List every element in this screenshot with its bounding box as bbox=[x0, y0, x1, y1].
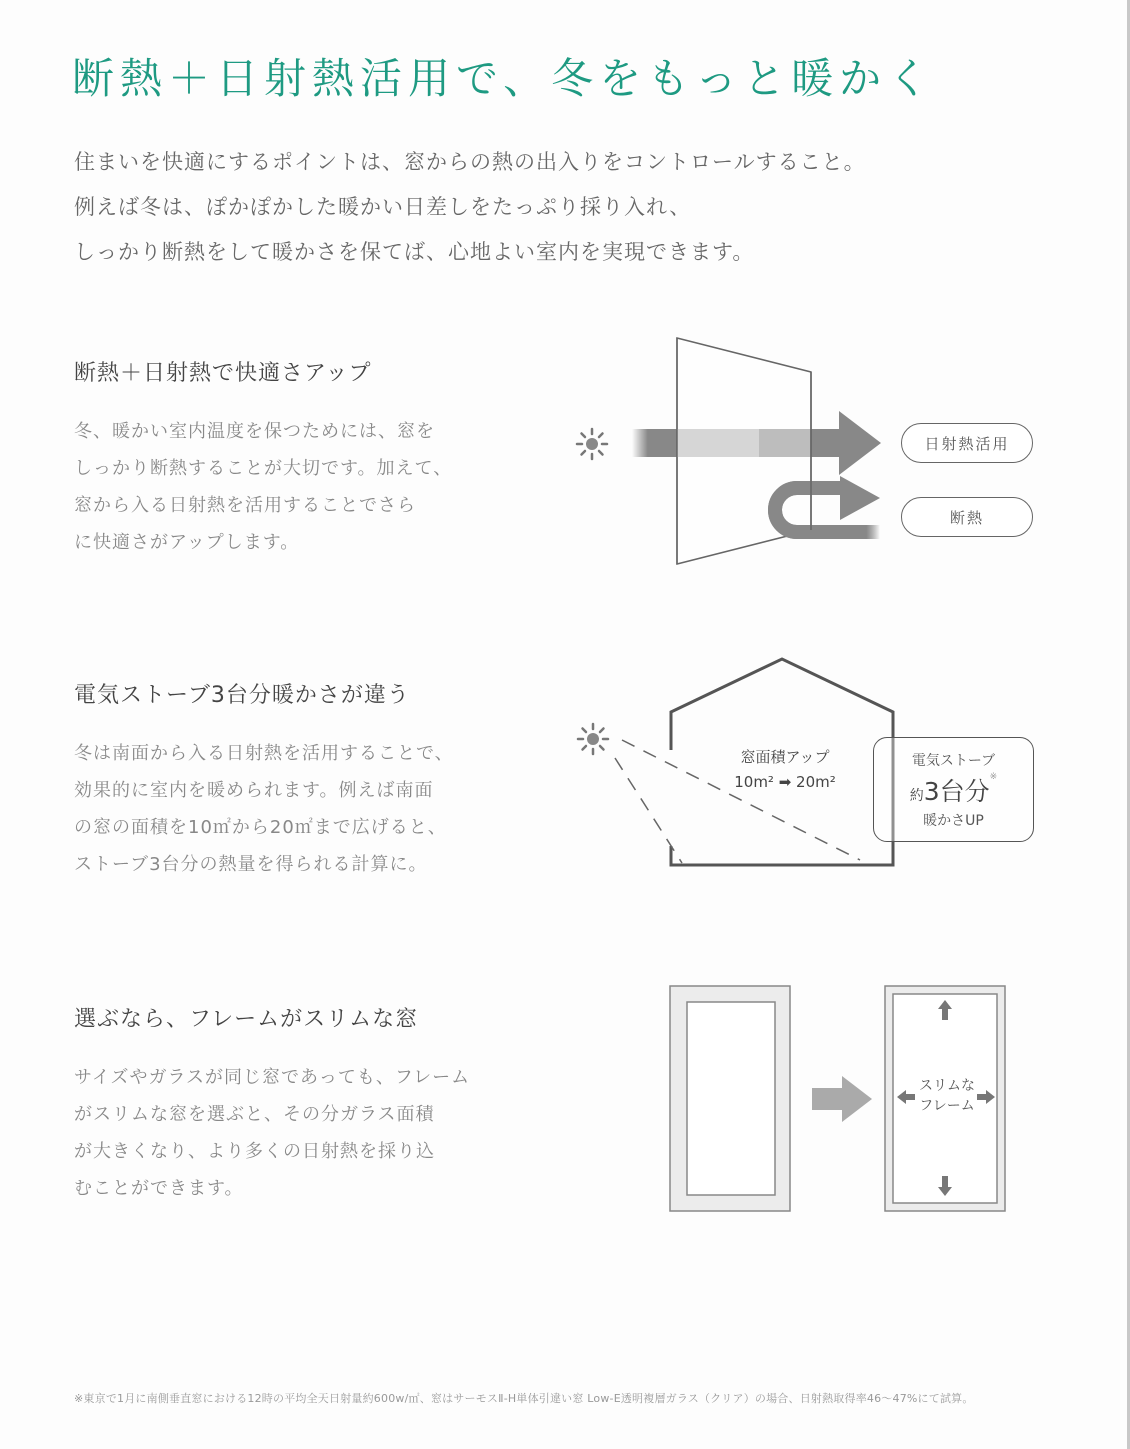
section-heading: 電気ストーブ3台分暖かさが違う bbox=[74, 683, 410, 708]
page-title: 断熱＋日射熱活用で、冬をもっと暖かく bbox=[72, 54, 936, 103]
stove-value-row bbox=[874, 772, 1033, 808]
stove-prefix: 約 bbox=[909, 788, 924, 804]
stove-callout bbox=[873, 737, 1034, 842]
body-line: に快適さがアップします。 bbox=[74, 532, 300, 553]
stove-value: 3台分 bbox=[923, 777, 990, 806]
section-stove-equivalent bbox=[74, 678, 504, 883]
section-heading: 選ぶなら、フレームがスリムな窓 bbox=[74, 1007, 419, 1032]
body-line: 冬、暖かい室内温度を保つためには、窓を bbox=[74, 421, 435, 442]
body-line: サイズやガラスが同じ窓であっても、フレーム bbox=[74, 1067, 471, 1088]
body-line: ストーブ3台分の熱量を得られる計算に。 bbox=[74, 854, 428, 875]
slim-label-line: スリムな bbox=[919, 1078, 975, 1094]
body-line: が大きくなり、より多くの日射熱を採り込 bbox=[74, 1141, 435, 1162]
stove-label: 電気ストーブ bbox=[911, 753, 996, 769]
area-change: 10m² ➡ 20m² bbox=[734, 773, 836, 791]
stove-result: 暖かさUP bbox=[923, 813, 984, 829]
stove-note-mark: ※ bbox=[989, 772, 998, 782]
section-body bbox=[74, 1059, 504, 1207]
body-line: しっかり断熱することが大切です。加えて、 bbox=[74, 458, 453, 479]
window-frame-icon bbox=[670, 986, 790, 1211]
intro-line: 例えば冬は、ぽかぽかした暖かい日差しをたっぷり採り入れ、 bbox=[74, 195, 692, 219]
section-body bbox=[74, 413, 504, 561]
section-slim-frame bbox=[74, 1002, 504, 1207]
label-solar-utilization: 日射熱活用 bbox=[901, 423, 1033, 463]
slim-label-line: フレーム bbox=[919, 1098, 975, 1114]
section-heading: 断熱＋日射熱で快適さアップ bbox=[74, 361, 372, 386]
arrow-right-icon bbox=[812, 1076, 872, 1122]
sun-icon bbox=[578, 724, 608, 754]
figure-house-window-area bbox=[560, 650, 1060, 890]
body-line: がスリムな窓を選ぶと、その分ガラス面積 bbox=[74, 1104, 435, 1125]
intro-text bbox=[74, 140, 866, 275]
body-line: むことができます。 bbox=[74, 1178, 244, 1199]
figure-frame-comparison bbox=[650, 970, 1030, 1230]
body-line: 冬は南面から入る日射熱を活用することで、 bbox=[74, 743, 454, 764]
body-line: 効果的に室内を暖められます。例えば南面 bbox=[74, 780, 434, 801]
label-insulation: 断熱 bbox=[901, 497, 1033, 537]
body-line: 窓から入る日射熱を活用することでさら bbox=[74, 495, 416, 516]
window-area-label bbox=[710, 746, 860, 791]
area-title: 窓面積アップ bbox=[740, 748, 830, 766]
slim-frame-label bbox=[912, 1076, 982, 1116]
body-line: の窓の面積を10㎡から20㎡まで広げると、 bbox=[74, 817, 447, 838]
section-insulation-solar bbox=[74, 356, 504, 561]
section-body bbox=[74, 735, 504, 883]
intro-line: しっかり断熱をして暖かさを保てば、心地よい室内を実現できます。 bbox=[74, 240, 755, 264]
footnote: ※東京で1月に南側垂直窓における12時の平均全天日射量約600w/㎡、窓はサーモスⅡ-H単体引違い窓 Low-E透明複層ガラス（クリア）の場合、日射熱取得率46〜47%にて試算。 bbox=[74, 1392, 974, 1405]
sun-icon bbox=[577, 429, 607, 459]
intro-line: 住まいを快適にするポイントは、窓からの熱の出入りをコントロールすること。 bbox=[74, 150, 866, 174]
figure-heat-flow bbox=[560, 320, 1060, 590]
